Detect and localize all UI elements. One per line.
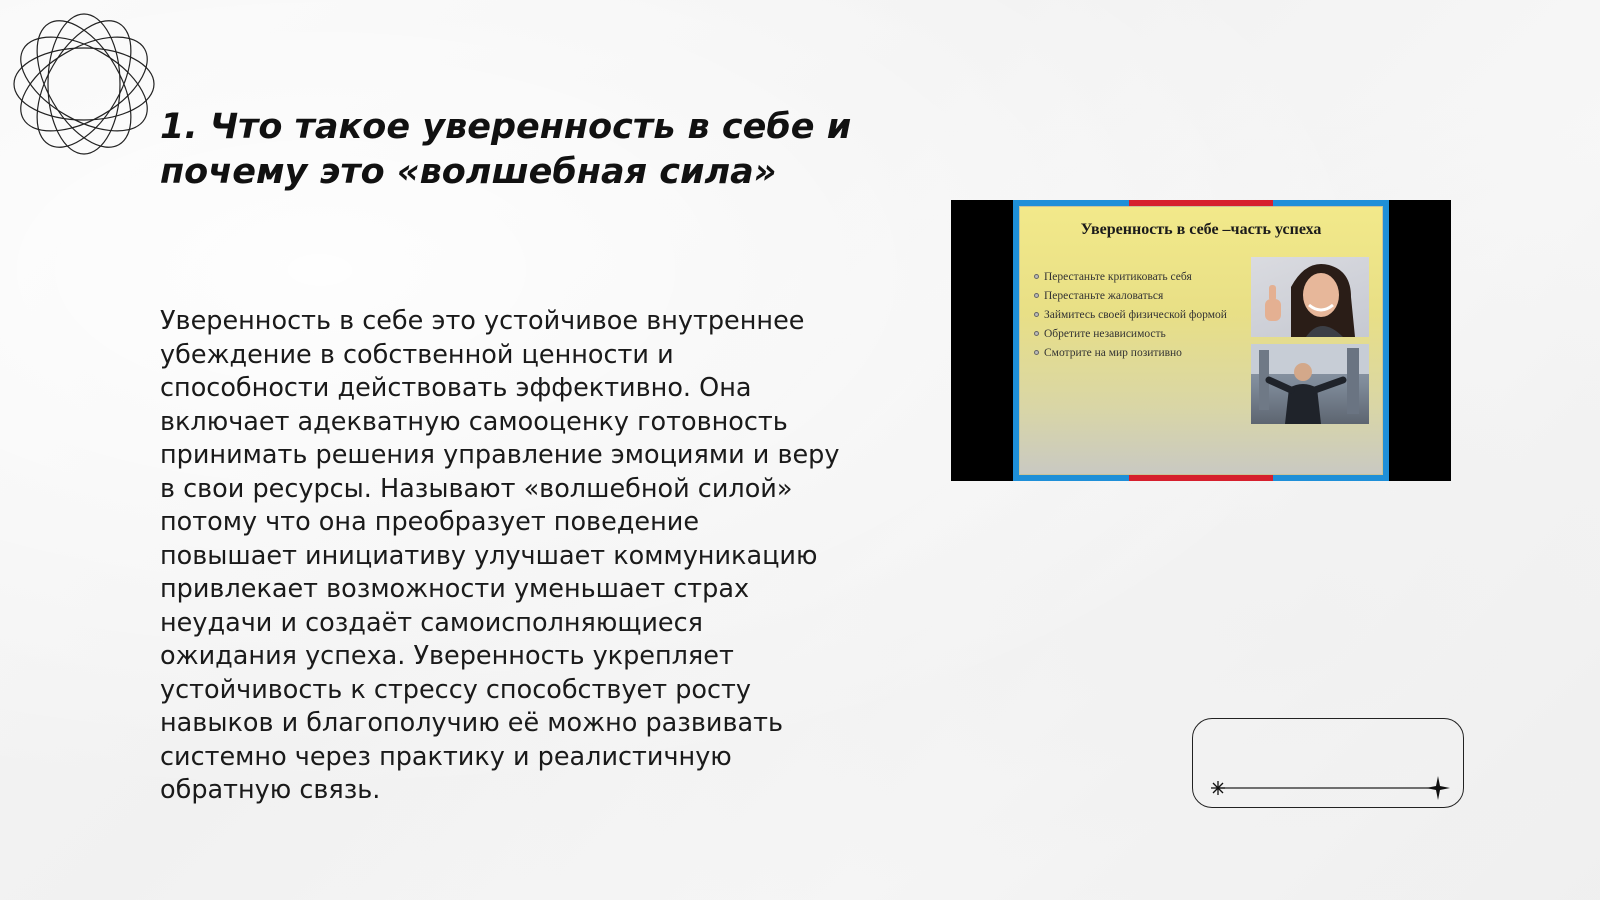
embedded-slide-bullets	[1034, 269, 1249, 364]
bullet-item: Перестаньте критиковать себя	[1034, 269, 1249, 285]
slide-body-text: Уверенность в себе это устойчивое внутреннее убеждение в собственной ценности и способности действовать эффективно. Она включает адекватную самооценку готовность принимать решения управление эмоциями и веру в свои ресурсы. Называют «волшебной силой» потому что она преобразует поведение повышает инициативу улучшает коммуникацию привлекает возможности уменьшает страх неудачи и создаёт самоисполняющиеся ожидания успеха. Уверенность укрепляет устойчивость к стрессу способствует росту навыков и благополучию её можно развивать системно через практику и реалистичную обратную связь.	[160, 306, 840, 805]
illustration-image	[951, 200, 1451, 481]
embedded-slide-panel	[1019, 206, 1383, 475]
red-accent-bar-bottom	[1129, 475, 1273, 481]
bullet-item: Обретите независимость	[1034, 326, 1249, 342]
orbital-rings-icon	[10, 10, 158, 158]
businessman-photo	[1251, 344, 1369, 424]
embedded-slide-title: Уверенность в себе –часть успеха	[1080, 221, 1322, 238]
woman-thumbs-up-photo	[1251, 257, 1369, 337]
bullet-item: Перестаньте жаловаться	[1034, 288, 1249, 304]
decorative-frame	[1192, 718, 1464, 808]
bullet-item: Займитесь своей физической формой	[1034, 307, 1249, 323]
sparkle-icon	[1211, 781, 1225, 795]
bullet-item: Смотрите на мир позитивно	[1034, 345, 1249, 361]
embedded-slide	[1013, 200, 1389, 481]
slide-title: 1. Что такое уверенность в себе и почему это «волшебная сила»	[160, 107, 852, 192]
star-cross-icon	[1426, 776, 1450, 800]
